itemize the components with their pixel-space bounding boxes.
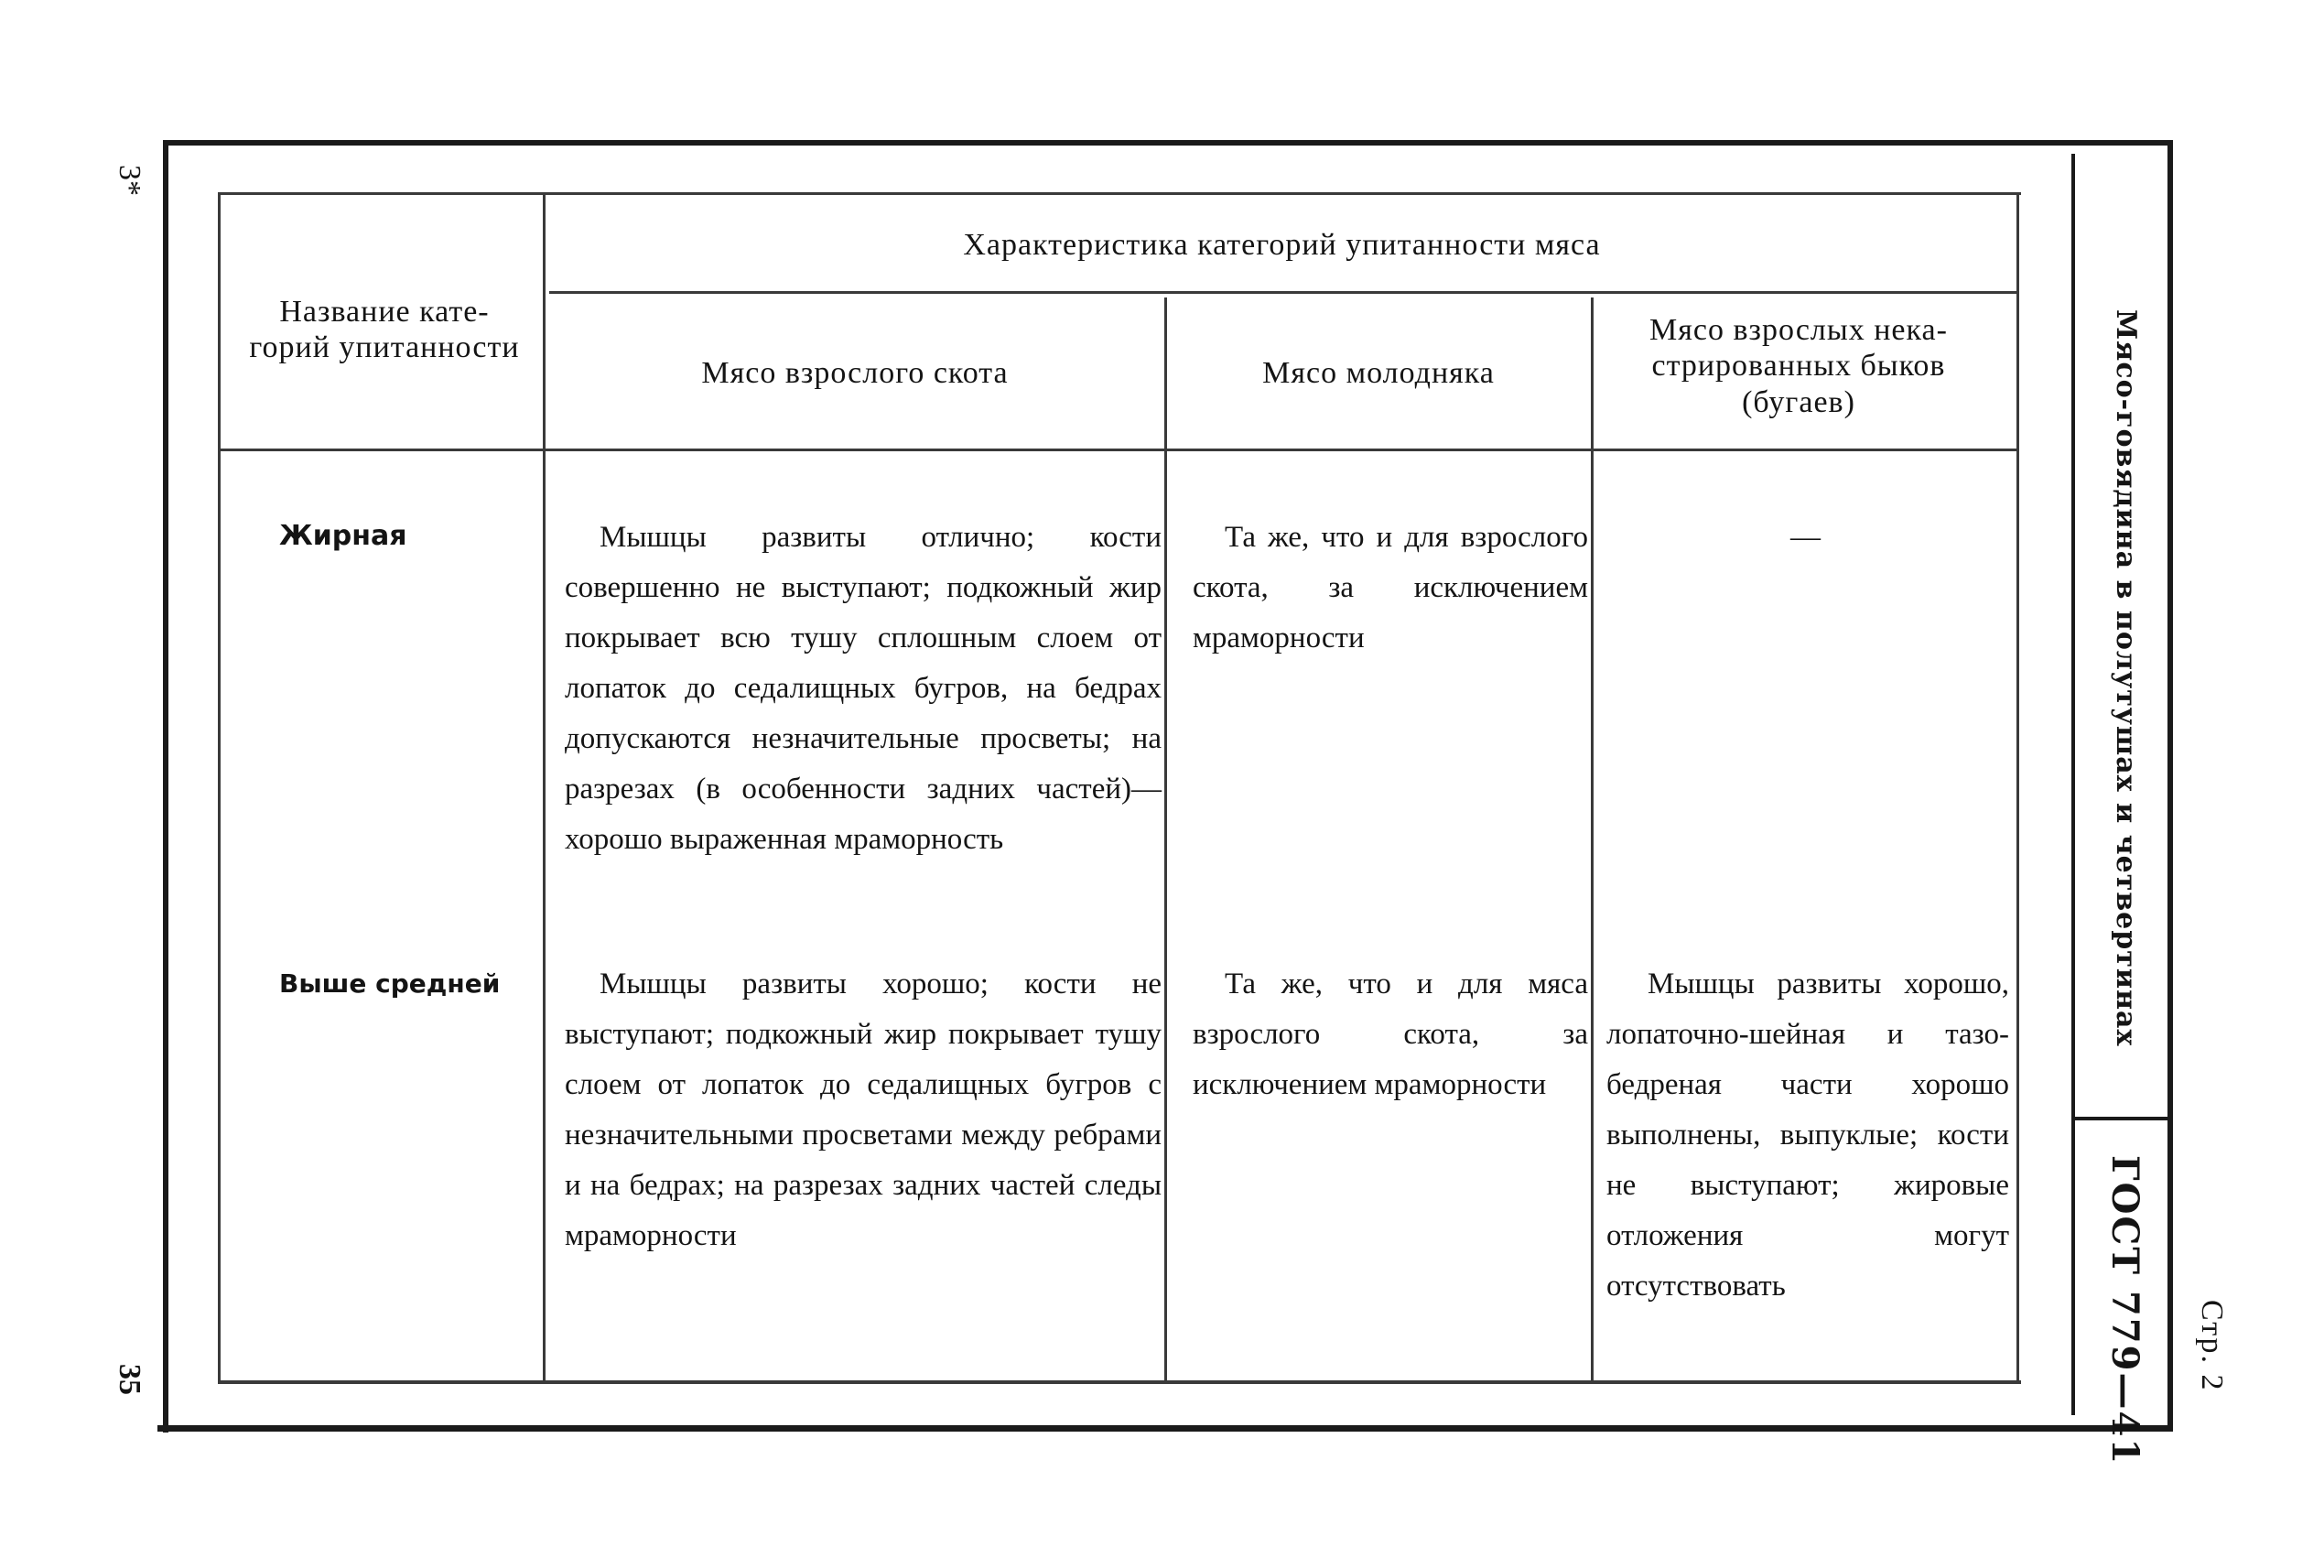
side-split	[2071, 1117, 2167, 1120]
frame-right	[2167, 140, 2173, 1432]
col-divider-3	[1591, 297, 1594, 1382]
side-divider	[2071, 154, 2075, 1415]
frame-bottom	[157, 1425, 2173, 1432]
cell-above-average-young: Та же, что и для мяса взрослого скота, за исключением мраморности	[1193, 968, 1588, 1101]
cell-fat-young: Та же, что и для взрослого скота, за исключением мраморности	[1193, 521, 1588, 654]
header-bottom-line	[218, 449, 2018, 451]
side-gost: ГОСТ 779—41	[2103, 1155, 2146, 1466]
category-fat: Жирная	[279, 520, 407, 552]
col-header-young: Мясо молодняка	[1262, 355, 1495, 390]
margin-mark-bottom: 35	[113, 1364, 146, 1395]
col-divider-1	[543, 192, 546, 1382]
frame-top	[163, 140, 2173, 146]
cell-fat-adult: Мышцы развиты отлично; кости совершенно не выступают; подкожный жир покрывает всю тушу сплошным слоем от лопаток до седалищных бугров, на бедрах допускаются незначительные просветы; на разрезах (в особенности задних частей)—хорошо выраженная мраморность	[565, 521, 1162, 856]
table-top-line	[218, 192, 2021, 195]
side-title: Мясо-говядина в полутушах и четвертинах	[2110, 309, 2142, 1047]
col-header-adult: Мясо взрослого скота	[701, 355, 1009, 390]
table-left-line	[218, 192, 221, 1382]
cell-above-average-adult: Мышцы развиты хорошо; кости не выступают; подкожный жир покрывает тушу слоем от лопаток до седалищных бугров с незначительными просветами между ребрами и на бедрах; на разрезах задних частей следы мраморности	[565, 968, 1162, 1252]
group-header-underline	[549, 291, 2018, 294]
frame-left	[163, 140, 168, 1433]
col-divider-2	[1164, 297, 1167, 1382]
col-header-bulls: Мясо взрослых нека- стрированных быков (бугаев)	[1649, 313, 1948, 419]
cell-fat-bulls: —	[1790, 521, 1821, 554]
table-right-line	[2016, 192, 2019, 1382]
cell-above-average-bulls: Мышцы развиты хорошо, лопаточно-шейная и тазо-бедреная части хорошо выполнены, выпуклые; кости не выступают; жировые отложения могут отсутствовать	[1606, 968, 2009, 1303]
margin-mark-top: 3*	[113, 165, 146, 196]
table-bottom-line	[218, 1380, 2021, 1384]
page-label: Стр. 2	[2195, 1300, 2229, 1392]
row-header: Название кате- горий упитанности	[249, 294, 520, 364]
category-above-average: Выше средней	[279, 968, 501, 999]
group-header: Характеристика категорий упитанности мяса	[963, 227, 1601, 262]
